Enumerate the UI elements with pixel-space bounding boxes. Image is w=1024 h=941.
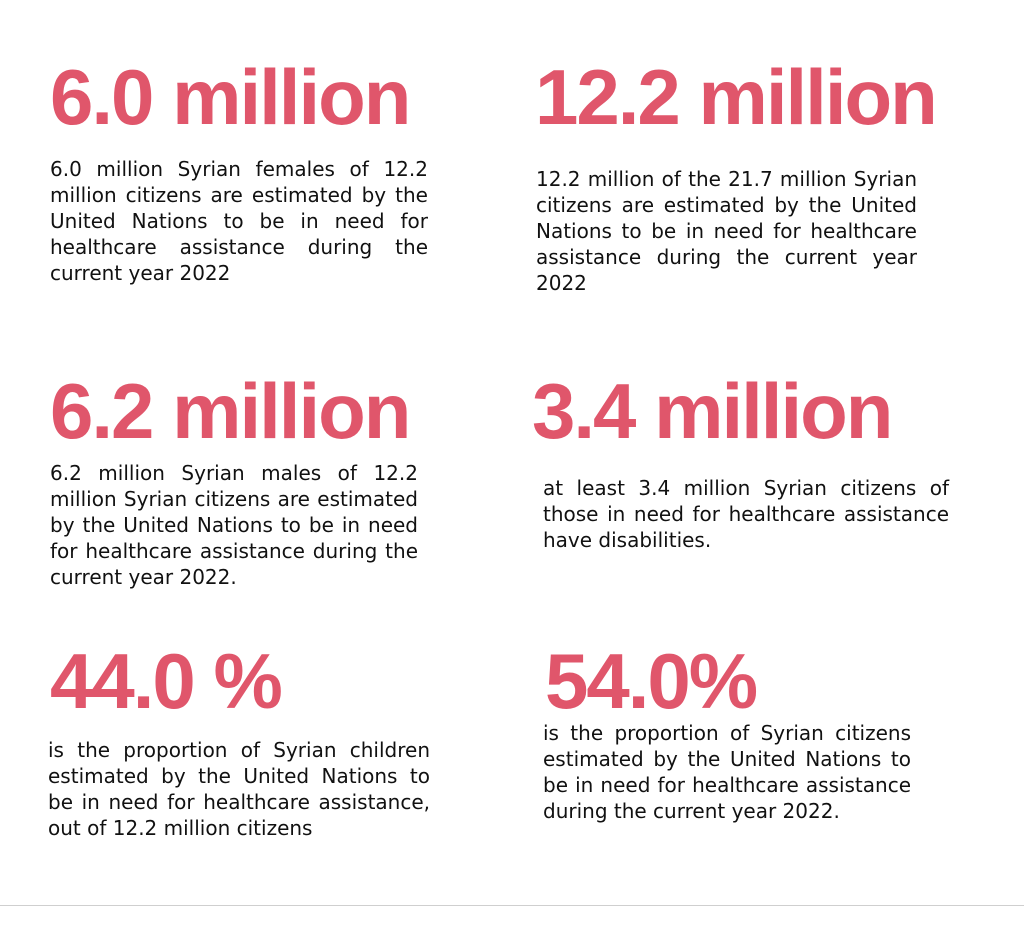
stat-value-total-in-need: 12.2 million (535, 53, 936, 141)
stat-value-females: 6.0 million (50, 53, 410, 141)
stat-value-children-percent: 44.0 % (50, 637, 281, 725)
stat-value-males: 6.2 million (50, 367, 410, 455)
stat-value-citizens-percent: 54.0% (545, 637, 757, 725)
stat-description-total-in-need: 12.2 million of the 21.7 million Syrian citizens are estimated by the United Nations to be in need for healthcare assistance during the current year 2022 (536, 167, 917, 295)
stat-description-disabilities: at least 3.4 million Syrian citizens of those in need for healthcare assistance have disabilities. (543, 476, 949, 552)
bottom-divider (0, 905, 1024, 906)
stat-description-children-percent: is the proportion of Syrian children estimated by the United Nations to be in need for healthcare assistance, out of 12.2 million citizens (48, 738, 430, 840)
stat-description-males: 6.2 million Syrian males of 12.2 million Syrian citizens are estimated by the United Nations to be in need for healthcare assistance during the current year 2022. (50, 461, 418, 589)
stat-description-citizens-percent: is the proportion of Syrian citizens estimated by the United Nations to be in need for healthcare assistance during the current year 2022. (543, 721, 911, 823)
stat-value-disabilities: 3.4 million (532, 367, 892, 455)
stat-description-females: 6.0 million Syrian females of 12.2 million citizens are estimated by the United Nations to be in need for healthcare assistance during the current year 2022 (50, 157, 428, 285)
